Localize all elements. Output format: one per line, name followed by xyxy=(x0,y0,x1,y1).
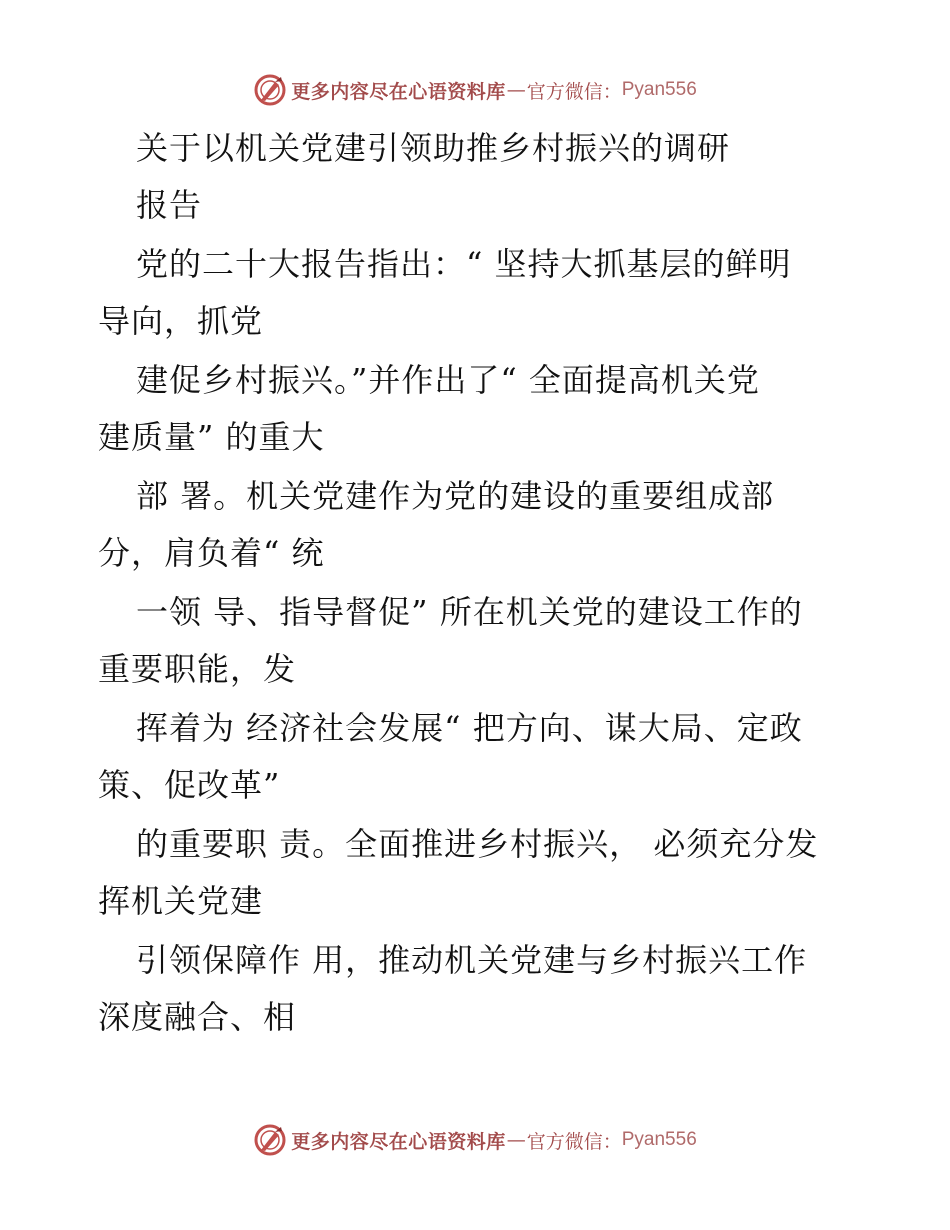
paragraph-line: 挥着为 经济社会发展“ 把方向、谋大局、定政 xyxy=(136,709,803,747)
brand-text: 更多内容尽在心语资料库 xyxy=(291,1130,506,1153)
paragraph-line: 建促乡村振兴。”并作出了“ 全面提高机关党 xyxy=(136,361,760,399)
brand-text: 更多内容尽在心语资料库 xyxy=(291,80,506,103)
paragraph-line: 一领 导、指导督促” 所在机关党的建设工作的 xyxy=(136,593,803,631)
paragraph-line: 深度融合、相 xyxy=(98,998,297,1036)
wechat-id: Pyan556 xyxy=(621,79,697,100)
header-watermark-banner xyxy=(0,70,950,110)
paragraph-line: 党的二十大报告指出：“ 坚持大抓基层的鲜明 xyxy=(136,245,792,283)
paragraph-line: 建质量” 的重大 xyxy=(98,418,325,456)
paragraph-line: 引领保障作 用，推动机关党建与乡村振兴工作 xyxy=(136,941,808,979)
paragraph-line: 导向，抓党 xyxy=(98,302,264,340)
paragraph-line: 的重要职 责。全面推进乡村振兴， 必须充分发 xyxy=(136,825,819,863)
paragraph-line: 策、促改革” xyxy=(98,766,281,804)
paragraph-line: 部 署。机关党建作为党的建设的重要组成部 xyxy=(136,477,775,515)
wechat-label: 官方微信： xyxy=(526,1130,622,1153)
paragraph-line: 重要职能，发 xyxy=(98,650,297,688)
footer-watermark-banner xyxy=(0,1120,950,1160)
paragraph-line: 挥机关党建 xyxy=(98,882,264,920)
doc-title-line-1: 关于以机关党建引领助推乡村振兴的调研 xyxy=(136,129,731,167)
quill-logo-icon xyxy=(253,73,287,107)
banner-dash: — xyxy=(506,79,526,101)
banner-dash: — xyxy=(506,1129,526,1151)
paragraph-line: 分，肩负着“ 统 xyxy=(98,534,325,572)
wechat-label: 官方微信： xyxy=(526,80,622,103)
wechat-id: Pyan556 xyxy=(621,1129,697,1150)
quill-logo-icon xyxy=(253,1123,287,1157)
doc-title-line-2: 报告 xyxy=(136,186,203,224)
